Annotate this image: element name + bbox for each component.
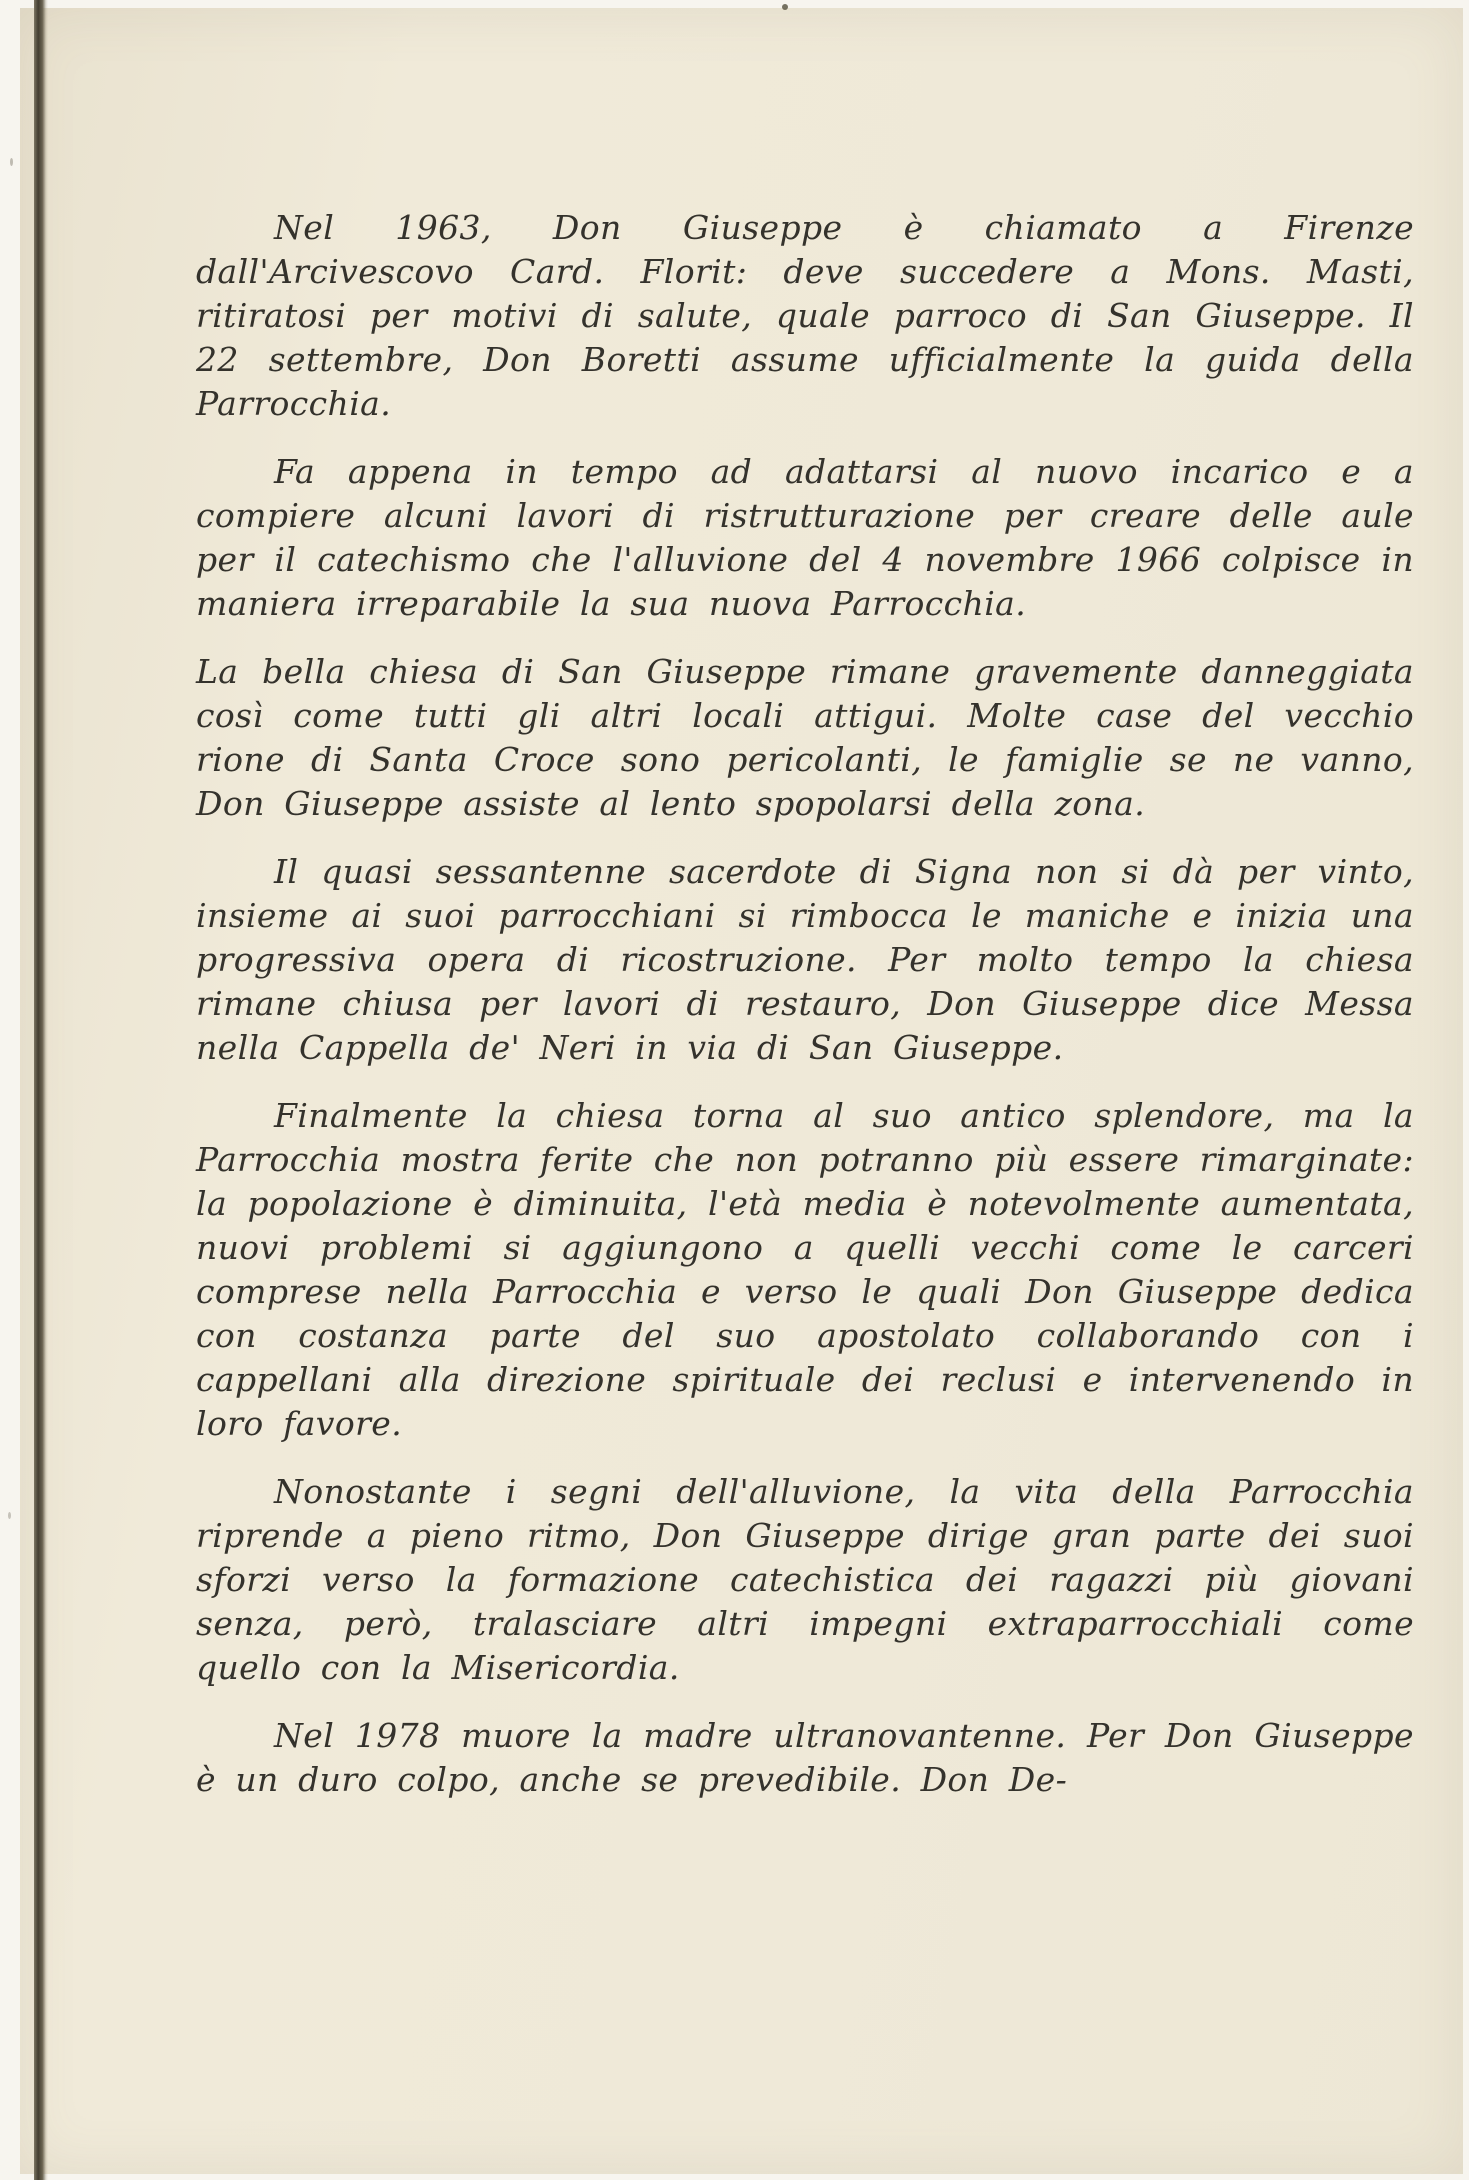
binding-edge-shadow [34, 0, 48, 2180]
dust-speck [8, 1512, 11, 1519]
paragraph: La bella chiesa di San Giuseppe rimane gravemente danneggiata così come tutti gli altri locali attigui. Molte case del vecchio rione di Santa Croce sono pericolanti, le famiglie se ne vanno, Don Giuseppe assiste al lento spopolarsi della zona. [196, 652, 1414, 823]
paragraph: Il quasi sessantenne sacerdote di Signa non si dà per vinto, insieme ai suoi parrocchiani si rimbocca le maniche e inizia una progressiva opera di ricostruzione. Per molto tempo la chiesa rimane chiusa per lavori di restauro, Don Giuseppe dice Messa nella Cappella de' Neri in via di San Giuseppe. [196, 852, 1414, 1067]
paragraph: Finalmente la chiesa torna al suo antico splendore, ma la Parrocchia mostra ferite che non potranno più essere rimarginate: la popolazione è diminuita, l'età media è notevolmente aumentata, nuovi problemi si aggiungono a quelli vecchi come le carceri comprese nella Parrocchia e verso le quali Don Giuseppe dedica con costanza parte del suo apostolato collaborando con i cappellani alla direzione spirituale dei reclusi e intervenendo in loro favore. [196, 1096, 1414, 1443]
paragraph: Fa appena in tempo ad adattarsi al nuovo incarico e a compiere alcuni lavori di ristrutturazione per creare delle aule per il catechismo che l'alluvione del 4 novembre 1966 colpisce in maniera irreparabile la sua nuova Parrocchia. [196, 452, 1414, 623]
dust-speck [10, 158, 13, 166]
paragraph: Nel 1978 muore la madre ultranovantenne. Per Don Giuseppe è un duro colpo, anche se prevedibile. Don De- [196, 1716, 1414, 1799]
paragraph: Nel 1963, Don Giuseppe è chiamato a Firenze dall'Arcivescovo Card. Florit: deve succedere a Mons. Masti, ritiratosi per motivi di salute, quale parroco di San Giuseppe. Il 22 settembre, Don Boretti assume ufficialmente la guida della Parrocchia. [196, 208, 1414, 423]
paragraph: Nonostante i segni dell'alluvione, la vita della Parrocchia riprende a pieno ritmo, Don Giuseppe dirige gran parte dei suoi sforzi verso la formazione catechistica dei ragazzi più giovani senza, però, tralasciare altri impegni extraparrocchiali come quello con la Misericordia. [196, 1472, 1414, 1687]
page-text [196, 206, 1414, 1826]
dust-speck [782, 4, 788, 10]
page-surface [20, 8, 1463, 2174]
